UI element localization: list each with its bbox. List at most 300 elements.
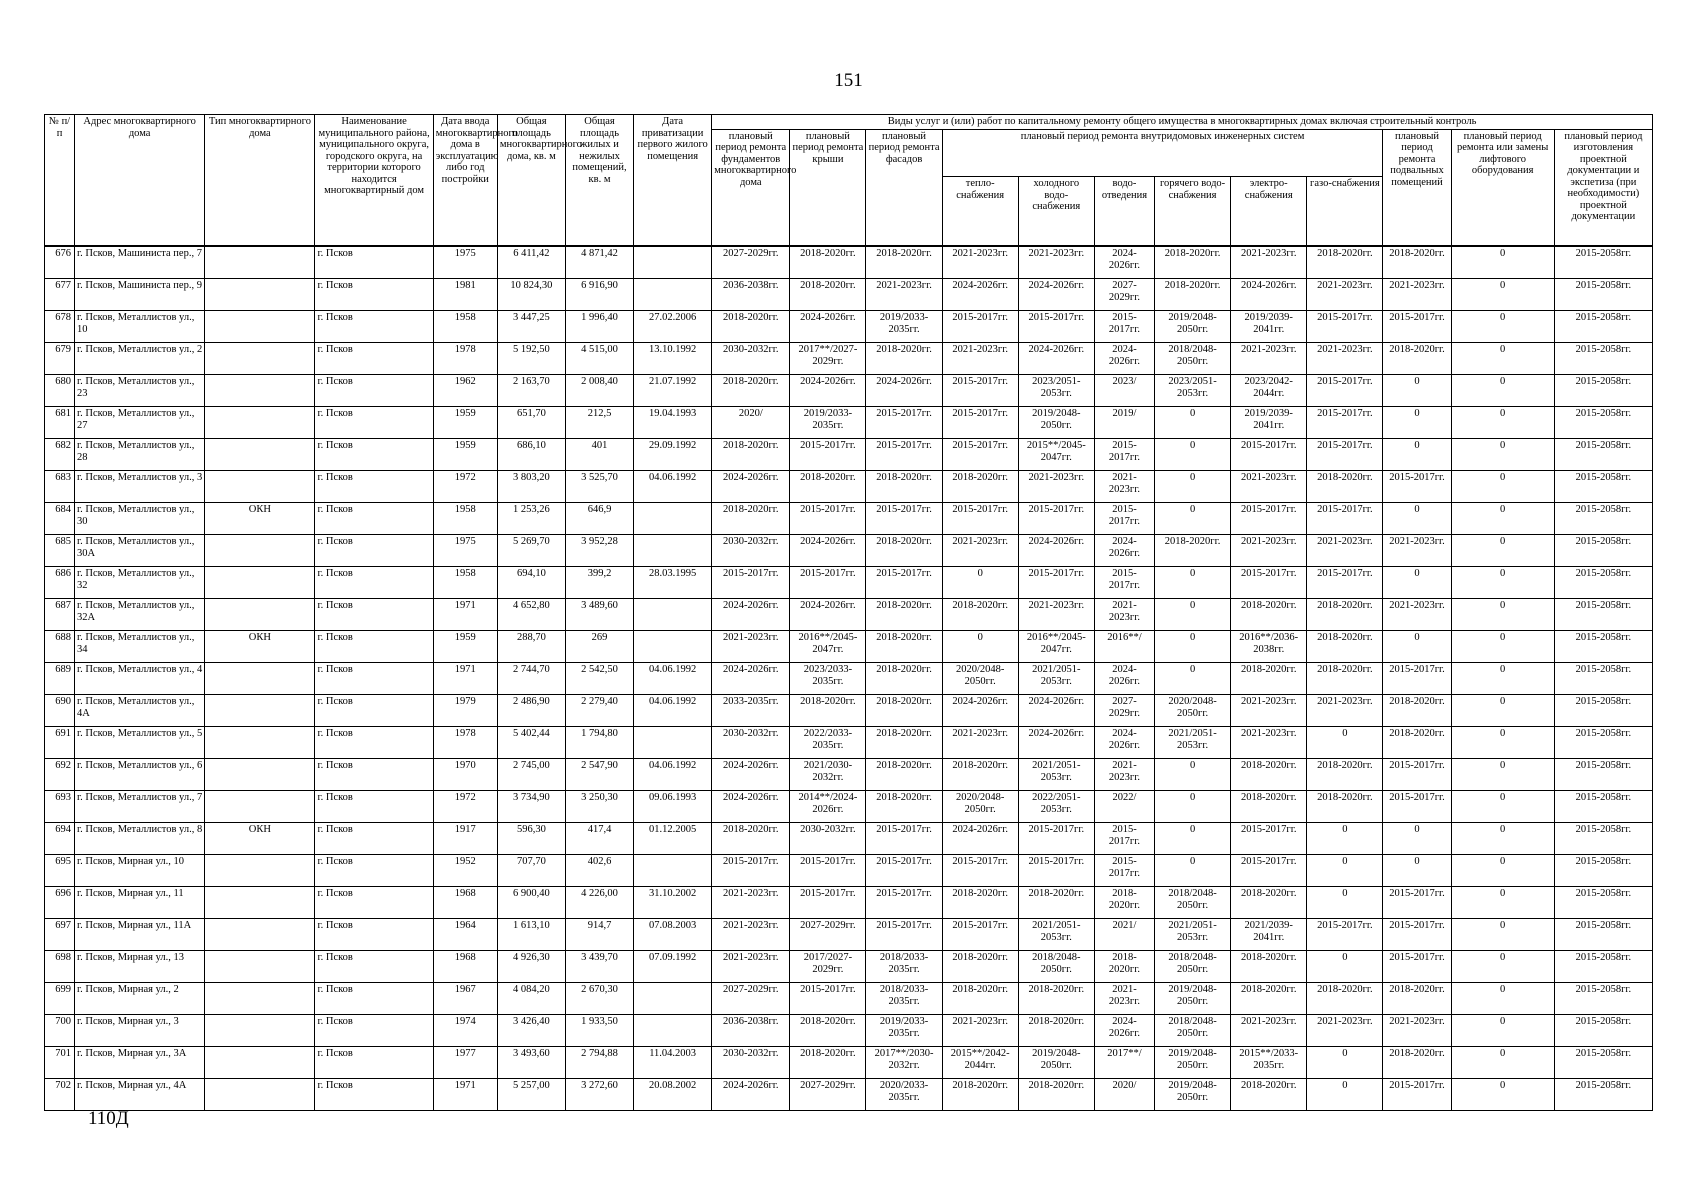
cell-living-area: 646,9 xyxy=(565,503,633,535)
cell-total-area: 4 652,80 xyxy=(497,599,565,631)
cell-living-area: 269 xyxy=(565,631,633,663)
capital-repair-table xyxy=(44,114,1653,1111)
cell-heat-supply-period: 2015-2017гг. xyxy=(942,919,1018,951)
cell-gas-period: 2021-2023гг. xyxy=(1307,343,1383,375)
cell-living-area: 417,4 xyxy=(565,823,633,855)
table-row xyxy=(45,919,1653,951)
cell-house-type xyxy=(205,663,315,695)
cell-facade-period: 2017**/2030-2032гг. xyxy=(866,1047,942,1079)
cell-roof-period: 2030-2032гг. xyxy=(790,823,866,855)
cell-total-area: 2 744,70 xyxy=(497,663,565,695)
cell-commissioning-year: 1952 xyxy=(433,855,497,887)
cell-electric-period: 2018-2020гг. xyxy=(1231,887,1307,919)
cell-heat-supply-period: 2021-2023гг. xyxy=(942,343,1018,375)
cell-sewer-period: 2021-2023гг. xyxy=(1094,759,1154,791)
cell-living-area: 3 272,60 xyxy=(565,1079,633,1111)
table-row xyxy=(45,887,1653,919)
cell-electric-period: 2021-2023гг. xyxy=(1231,343,1307,375)
cell-commissioning-year: 1972 xyxy=(433,471,497,503)
cell-living-area: 1 933,50 xyxy=(565,1015,633,1047)
header-total-area: Общая площадь многоквартирного дома, кв. м xyxy=(497,115,565,247)
cell-sewer-period: 2027-2029гг. xyxy=(1094,695,1154,727)
cell-foundation-period: 2030-2032гг. xyxy=(712,535,790,567)
cell-roof-period: 2027-2029гг. xyxy=(790,1079,866,1111)
cell-facade-period: 2015-2017гг. xyxy=(866,439,942,471)
cell-house-type xyxy=(205,279,315,311)
cell-cold-water-period: 2022/2051-2053гг. xyxy=(1018,791,1094,823)
header-living-area: Общая площадь жилых и нежилых помещений, кв. м xyxy=(565,115,633,247)
cell-living-area: 1 794,80 xyxy=(565,727,633,759)
table-row xyxy=(45,246,1653,279)
cell-commissioning-year: 1972 xyxy=(433,791,497,823)
cell-design-period: 2015-2058гг. xyxy=(1554,407,1652,439)
cell-gas-period: 0 xyxy=(1307,855,1383,887)
cell-facade-period: 2015-2017гг. xyxy=(866,919,942,951)
header-foundation: плановый период ремонта фундаментов многоквартирного дома xyxy=(712,129,790,246)
cell-address: г. Псков, Металлистов ул., 8 xyxy=(75,823,205,855)
cell-row-number: 689 xyxy=(45,663,75,695)
cell-facade-period: 2018-2020гг. xyxy=(866,343,942,375)
cell-house-type xyxy=(205,1079,315,1111)
cell-hot-water-period: 2018/2048-2050гг. xyxy=(1155,1015,1231,1047)
cell-house-type xyxy=(205,311,315,343)
cell-row-number: 691 xyxy=(45,727,75,759)
cell-privatization-date: 07.08.2003 xyxy=(634,919,712,951)
cell-total-area: 707,70 xyxy=(497,855,565,887)
cell-gas-period: 2018-2020гг. xyxy=(1307,631,1383,663)
cell-electric-period: 2015-2017гг. xyxy=(1231,855,1307,887)
cell-heat-supply-period: 2015-2017гг. xyxy=(942,439,1018,471)
cell-living-area: 6 916,90 xyxy=(565,279,633,311)
cell-foundation-period: 2024-2026гг. xyxy=(712,663,790,695)
table-row xyxy=(45,855,1653,887)
cell-basement-period: 2015-2017гг. xyxy=(1383,663,1451,695)
header-heat: тепло-снабжения xyxy=(942,177,1018,246)
cell-electric-period: 2018-2020гг. xyxy=(1231,759,1307,791)
cell-sewer-period: 2024-2026гг. xyxy=(1094,246,1154,279)
cell-gas-period: 2018-2020гг. xyxy=(1307,599,1383,631)
cell-row-number: 683 xyxy=(45,471,75,503)
cell-gas-period: 2015-2017гг. xyxy=(1307,375,1383,407)
cell-gas-period: 2015-2017гг. xyxy=(1307,311,1383,343)
cell-basement-period: 0 xyxy=(1383,567,1451,599)
cell-municipality: г. Псков xyxy=(315,791,433,823)
cell-elevator-period: 0 xyxy=(1451,439,1554,471)
cell-design-period: 2015-2058гг. xyxy=(1554,631,1652,663)
cell-gas-period: 2015-2017гг. xyxy=(1307,567,1383,599)
table-row xyxy=(45,599,1653,631)
cell-facade-period: 2018/2033-2035гг. xyxy=(866,983,942,1015)
cell-basement-period: 0 xyxy=(1383,503,1451,535)
cell-privatization-date: 31.10.2002 xyxy=(634,887,712,919)
cell-total-area: 5 257,00 xyxy=(497,1079,565,1111)
cell-row-number: 695 xyxy=(45,855,75,887)
cell-electric-period: 2018-2020гг. xyxy=(1231,983,1307,1015)
cell-commissioning-year: 1917 xyxy=(433,823,497,855)
cell-basement-period: 2015-2017гг. xyxy=(1383,791,1451,823)
cell-address: г. Псков, Металлистов ул., 30 xyxy=(75,503,205,535)
cell-facade-period: 2018-2020гг. xyxy=(866,471,942,503)
cell-design-period: 2015-2058гг. xyxy=(1554,503,1652,535)
cell-basement-period: 2021-2023гг. xyxy=(1383,599,1451,631)
cell-privatization-date xyxy=(634,279,712,311)
cell-heat-supply-period: 2015-2017гг. xyxy=(942,503,1018,535)
cell-total-area: 6 411,42 xyxy=(497,246,565,279)
cell-electric-period: 2019/2039-2041гг. xyxy=(1231,311,1307,343)
cell-hot-water-period: 2020/2048-2050гг. xyxy=(1155,695,1231,727)
cell-total-area: 5 192,50 xyxy=(497,343,565,375)
cell-address: г. Псков, Металлистов ул., 7 xyxy=(75,791,205,823)
cell-municipality: г. Псков xyxy=(315,1079,433,1111)
cell-roof-period: 2018-2020гг. xyxy=(790,695,866,727)
table-row xyxy=(45,567,1653,599)
cell-electric-period: 2021-2023гг. xyxy=(1231,246,1307,279)
cell-basement-period: 2021-2023гг. xyxy=(1383,1015,1451,1047)
cell-sewer-period: 2015-2017гг. xyxy=(1094,311,1154,343)
cell-facade-period: 2018-2020гг. xyxy=(866,535,942,567)
cell-cold-water-period: 2018-2020гг. xyxy=(1018,1079,1094,1111)
cell-cold-water-period: 2021-2023гг. xyxy=(1018,599,1094,631)
cell-commissioning-year: 1978 xyxy=(433,343,497,375)
cell-elevator-period: 0 xyxy=(1451,311,1554,343)
cell-municipality: г. Псков xyxy=(315,759,433,791)
cell-living-area: 2 547,90 xyxy=(565,759,633,791)
cell-heat-supply-period: 0 xyxy=(942,631,1018,663)
cell-facade-period: 2015-2017гг. xyxy=(866,823,942,855)
cell-roof-period: 2017/2027-2029гг. xyxy=(790,951,866,983)
cell-gas-period: 2021-2023гг. xyxy=(1307,279,1383,311)
cell-roof-period: 2024-2026гг. xyxy=(790,535,866,567)
cell-design-period: 2015-2058гг. xyxy=(1554,471,1652,503)
cell-address: г. Псков, Мирная ул., 3 xyxy=(75,1015,205,1047)
cell-gas-period: 2018-2020гг. xyxy=(1307,759,1383,791)
cell-house-type xyxy=(205,695,315,727)
cell-cold-water-period: 2019/2048-2050гг. xyxy=(1018,1047,1094,1079)
cell-living-area: 2 008,40 xyxy=(565,375,633,407)
cell-municipality: г. Псков xyxy=(315,1015,433,1047)
cell-row-number: 685 xyxy=(45,535,75,567)
cell-commissioning-year: 1974 xyxy=(433,1015,497,1047)
cell-roof-period: 2016**/2045-2047гг. xyxy=(790,631,866,663)
cell-cold-water-period: 2021-2023гг. xyxy=(1018,246,1094,279)
cell-address: г. Псков, Машиниста пер., 9 xyxy=(75,279,205,311)
cell-heat-supply-period: 0 xyxy=(942,567,1018,599)
cell-facade-period: 2021-2023гг. xyxy=(866,279,942,311)
cell-cold-water-period: 2024-2026гг. xyxy=(1018,727,1094,759)
cell-municipality: г. Псков xyxy=(315,631,433,663)
cell-address: г. Псков, Металлистов ул., 2 xyxy=(75,343,205,375)
cell-privatization-date xyxy=(634,503,712,535)
cell-hot-water-period: 0 xyxy=(1155,823,1231,855)
cell-basement-period: 0 xyxy=(1383,823,1451,855)
cell-living-area: 3 952,28 xyxy=(565,535,633,567)
cell-row-number: 677 xyxy=(45,279,75,311)
table-row xyxy=(45,471,1653,503)
cell-electric-period: 2015**/2033-2035гг. xyxy=(1231,1047,1307,1079)
cell-hot-water-period: 2018-2020гг. xyxy=(1155,246,1231,279)
cell-address: г. Псков, Мирная ул., 2 xyxy=(75,983,205,1015)
cell-cold-water-period: 2015-2017гг. xyxy=(1018,311,1094,343)
cell-foundation-period: 2021-2023гг. xyxy=(712,919,790,951)
cell-design-period: 2015-2058гг. xyxy=(1554,695,1652,727)
cell-heat-supply-period: 2018-2020гг. xyxy=(942,983,1018,1015)
cell-cold-water-period: 2024-2026гг. xyxy=(1018,279,1094,311)
cell-total-area: 3 447,25 xyxy=(497,311,565,343)
cell-electric-period: 2018-2020гг. xyxy=(1231,599,1307,631)
table-row xyxy=(45,983,1653,1015)
cell-privatization-date: 13.10.1992 xyxy=(634,343,712,375)
cell-cold-water-period: 2021/2051-2053гг. xyxy=(1018,759,1094,791)
cell-sewer-period: 2021/ xyxy=(1094,919,1154,951)
header-hot-water: горячего водо-снабжения xyxy=(1155,177,1231,246)
cell-basement-period: 2015-2017гг. xyxy=(1383,919,1451,951)
cell-row-number: 697 xyxy=(45,919,75,951)
cell-row-number: 681 xyxy=(45,407,75,439)
cell-elevator-period: 0 xyxy=(1451,375,1554,407)
cell-foundation-period: 2021-2023гг. xyxy=(712,887,790,919)
cell-living-area: 2 794,88 xyxy=(565,1047,633,1079)
cell-sewer-period: 2024-2026гг. xyxy=(1094,535,1154,567)
cell-total-area: 288,70 xyxy=(497,631,565,663)
cell-facade-period: 2018/2033-2035гг. xyxy=(866,951,942,983)
cell-municipality: г. Псков xyxy=(315,855,433,887)
cell-elevator-period: 0 xyxy=(1451,631,1554,663)
cell-heat-supply-period: 2015-2017гг. xyxy=(942,311,1018,343)
cell-privatization-date xyxy=(634,855,712,887)
cell-foundation-period: 2030-2032гг. xyxy=(712,1047,790,1079)
cell-municipality: г. Псков xyxy=(315,343,433,375)
cell-address: г. Псков, Металлистов ул., 32А xyxy=(75,599,205,631)
cell-elevator-period: 0 xyxy=(1451,983,1554,1015)
header-elevator: плановый период ремонта или замены лифтового оборудования xyxy=(1451,129,1554,246)
cell-basement-period: 2015-2017гг. xyxy=(1383,311,1451,343)
cell-basement-period: 2018-2020гг. xyxy=(1383,343,1451,375)
cell-gas-period: 2015-2017гг. xyxy=(1307,503,1383,535)
cell-roof-period: 2024-2026гг. xyxy=(790,375,866,407)
cell-basement-period: 2015-2017гг. xyxy=(1383,1079,1451,1111)
cell-sewer-period: 2015-2017гг. xyxy=(1094,503,1154,535)
cell-basement-period: 2015-2017гг. xyxy=(1383,951,1451,983)
cell-privatization-date: 01.12.2005 xyxy=(634,823,712,855)
cell-sewer-period: 2020/ xyxy=(1094,1079,1154,1111)
cell-living-area: 401 xyxy=(565,439,633,471)
cell-house-type xyxy=(205,791,315,823)
cell-municipality: г. Псков xyxy=(315,695,433,727)
cell-gas-period: 2018-2020гг. xyxy=(1307,983,1383,1015)
cell-elevator-period: 0 xyxy=(1451,1079,1554,1111)
cell-sewer-period: 2024-2026гг. xyxy=(1094,1015,1154,1047)
cell-gas-period: 0 xyxy=(1307,887,1383,919)
cell-cold-water-period: 2018-2020гг. xyxy=(1018,1015,1094,1047)
cell-living-area: 3 250,30 xyxy=(565,791,633,823)
header-address: Адрес многоквартирного дома xyxy=(75,115,205,247)
cell-row-number: 676 xyxy=(45,246,75,279)
cell-living-area: 402,6 xyxy=(565,855,633,887)
cell-hot-water-period: 2018-2020гг. xyxy=(1155,535,1231,567)
cell-roof-period: 2015-2017гг. xyxy=(790,855,866,887)
cell-hot-water-period: 2019/2048-2050гг. xyxy=(1155,1047,1231,1079)
cell-total-area: 3 734,90 xyxy=(497,791,565,823)
cell-heat-supply-period: 2015-2017гг. xyxy=(942,375,1018,407)
header-municipality: Наименование муниципального района, муниципального округа, городского округа, на территории которого находится многоквартирный дом xyxy=(315,115,433,247)
cell-municipality: г. Псков xyxy=(315,599,433,631)
cell-hot-water-period: 2019/2048-2050гг. xyxy=(1155,1079,1231,1111)
cell-design-period: 2015-2058гг. xyxy=(1554,887,1652,919)
cell-basement-period: 2018-2020гг. xyxy=(1383,695,1451,727)
cell-heat-supply-period: 2021-2023гг. xyxy=(942,246,1018,279)
cell-electric-period: 2021-2023гг. xyxy=(1231,1015,1307,1047)
cell-gas-period: 0 xyxy=(1307,727,1383,759)
cell-foundation-period: 2021-2023гг. xyxy=(712,951,790,983)
cell-commissioning-year: 1958 xyxy=(433,311,497,343)
cell-foundation-period: 2024-2026гг. xyxy=(712,471,790,503)
cell-basement-period: 2015-2017гг. xyxy=(1383,887,1451,919)
cell-electric-period: 2018-2020гг. xyxy=(1231,791,1307,823)
cell-hot-water-period: 0 xyxy=(1155,855,1231,887)
cell-facade-period: 2020/2033-2035гг. xyxy=(866,1079,942,1111)
header-commissioning: Дата ввода многоквартирного дома в эксплуатацию либо год постройки xyxy=(433,115,497,247)
cell-design-period: 2015-2058гг. xyxy=(1554,919,1652,951)
cell-basement-period: 0 xyxy=(1383,375,1451,407)
cell-elevator-period: 0 xyxy=(1451,343,1554,375)
cell-hot-water-period: 0 xyxy=(1155,759,1231,791)
cell-heat-supply-period: 2021-2023гг. xyxy=(942,727,1018,759)
cell-address: г. Псков, Мирная ул., 13 xyxy=(75,951,205,983)
cell-total-area: 2 745,00 xyxy=(497,759,565,791)
cell-address: г. Псков, Машиниста пер., 7 xyxy=(75,246,205,279)
cell-foundation-period: 2036-2038гг. xyxy=(712,279,790,311)
cell-total-area: 1 613,10 xyxy=(497,919,565,951)
cell-address: г. Псков, Металлистов ул., 27 xyxy=(75,407,205,439)
cell-living-area: 3 489,60 xyxy=(565,599,633,631)
header-basement: плановый период ремонта подвальных помещений xyxy=(1383,129,1451,246)
cell-design-period: 2015-2058гг. xyxy=(1554,823,1652,855)
cell-total-area: 2 486,90 xyxy=(497,695,565,727)
cell-roof-period: 2015-2017гг. xyxy=(790,567,866,599)
cell-sewer-period: 2021-2023гг. xyxy=(1094,599,1154,631)
cell-hot-water-period: 0 xyxy=(1155,791,1231,823)
cell-cold-water-period: 2024-2026гг. xyxy=(1018,343,1094,375)
cell-facade-period: 2018-2020гг. xyxy=(866,791,942,823)
cell-electric-period: 2024-2026гг. xyxy=(1231,279,1307,311)
cell-heat-supply-period: 2021-2023гг. xyxy=(942,1015,1018,1047)
cell-basement-period: 2018-2020гг. xyxy=(1383,727,1451,759)
cell-hot-water-period: 0 xyxy=(1155,407,1231,439)
header-design: плановый период изготовления проектной документации и экспетиза (при необходимости) проектной документации xyxy=(1554,129,1652,246)
cell-row-number: 701 xyxy=(45,1047,75,1079)
cell-address: г. Псков, Металлистов ул., 28 xyxy=(75,439,205,471)
cell-design-period: 2015-2058гг. xyxy=(1554,663,1652,695)
cell-row-number: 693 xyxy=(45,791,75,823)
cell-living-area: 2 670,30 xyxy=(565,983,633,1015)
cell-heat-supply-period: 2024-2026гг. xyxy=(942,823,1018,855)
cell-basement-period: 2015-2017гг. xyxy=(1383,471,1451,503)
cell-elevator-period: 0 xyxy=(1451,567,1554,599)
cell-address: г. Псков, Металлистов ул., 6 xyxy=(75,759,205,791)
cell-sewer-period: 2015-2017гг. xyxy=(1094,823,1154,855)
cell-roof-period: 2015-2017гг. xyxy=(790,503,866,535)
cell-electric-period: 2023/2042-2044гг. xyxy=(1231,375,1307,407)
cell-living-area: 4 226,00 xyxy=(565,887,633,919)
cell-house-type xyxy=(205,567,315,599)
cell-roof-period: 2019/2033-2035гг. xyxy=(790,407,866,439)
cell-heat-supply-period: 2018-2020гг. xyxy=(942,951,1018,983)
cell-address: г. Псков, Мирная ул., 10 xyxy=(75,855,205,887)
cell-heat-supply-period: 2024-2026гг. xyxy=(942,695,1018,727)
cell-house-type xyxy=(205,759,315,791)
cell-living-area: 399,2 xyxy=(565,567,633,599)
cell-hot-water-period: 0 xyxy=(1155,663,1231,695)
cell-foundation-period: 2018-2020гг. xyxy=(712,375,790,407)
cell-roof-period: 2027-2029гг. xyxy=(790,919,866,951)
document-code: 110Д xyxy=(88,1108,129,1129)
cell-gas-period: 2021-2023гг. xyxy=(1307,695,1383,727)
cell-basement-period: 0 xyxy=(1383,631,1451,663)
cell-privatization-date: 07.09.1992 xyxy=(634,951,712,983)
table-row xyxy=(45,1079,1653,1111)
cell-heat-supply-period: 2015-2017гг. xyxy=(942,855,1018,887)
cell-row-number: 686 xyxy=(45,567,75,599)
cell-municipality: г. Псков xyxy=(315,823,433,855)
cell-hot-water-period: 0 xyxy=(1155,503,1231,535)
table-row xyxy=(45,407,1653,439)
cell-living-area: 2 542,50 xyxy=(565,663,633,695)
page-number: 151 xyxy=(834,70,863,91)
cell-privatization-date xyxy=(634,535,712,567)
cell-facade-period: 2024-2026гг. xyxy=(866,375,942,407)
cell-facade-period: 2018-2020гг. xyxy=(866,663,942,695)
cell-privatization-date: 04.06.1992 xyxy=(634,695,712,727)
table-row xyxy=(45,631,1653,663)
table-row xyxy=(45,1047,1653,1079)
cell-total-area: 4 926,30 xyxy=(497,951,565,983)
cell-foundation-period: 2018-2020гг. xyxy=(712,439,790,471)
cell-gas-period: 2015-2017гг. xyxy=(1307,919,1383,951)
cell-design-period: 2015-2058гг. xyxy=(1554,375,1652,407)
cell-elevator-period: 0 xyxy=(1451,471,1554,503)
cell-electric-period: 2018-2020гг. xyxy=(1231,951,1307,983)
cell-hot-water-period: 2021/2051-2053гг. xyxy=(1155,727,1231,759)
cell-privatization-date: 04.06.1992 xyxy=(634,663,712,695)
cell-municipality: г. Псков xyxy=(315,279,433,311)
cell-design-period: 2015-2058гг. xyxy=(1554,535,1652,567)
cell-total-area: 10 824,30 xyxy=(497,279,565,311)
cell-total-area: 3 803,20 xyxy=(497,471,565,503)
table-row xyxy=(45,343,1653,375)
cell-basement-period: 2015-2017гг. xyxy=(1383,759,1451,791)
cell-gas-period: 0 xyxy=(1307,1079,1383,1111)
cell-municipality: г. Псков xyxy=(315,887,433,919)
cell-privatization-date: 09.06.1993 xyxy=(634,791,712,823)
cell-row-number: 687 xyxy=(45,599,75,631)
table-row xyxy=(45,279,1653,311)
cell-elevator-period: 0 xyxy=(1451,887,1554,919)
table-row xyxy=(45,951,1653,983)
cell-design-period: 2015-2058гг. xyxy=(1554,1047,1652,1079)
cell-roof-period: 2015-2017гг. xyxy=(790,887,866,919)
cell-cold-water-period: 2016**/2045-2047гг. xyxy=(1018,631,1094,663)
cell-design-period: 2015-2058гг. xyxy=(1554,855,1652,887)
cell-house-type xyxy=(205,919,315,951)
cell-sewer-period: 2027-2029гг. xyxy=(1094,279,1154,311)
cell-electric-period: 2015-2017гг. xyxy=(1231,439,1307,471)
cell-gas-period: 2018-2020гг. xyxy=(1307,791,1383,823)
cell-design-period: 2015-2058гг. xyxy=(1554,439,1652,471)
cell-commissioning-year: 1975 xyxy=(433,246,497,279)
cell-house-type: ОКН xyxy=(205,503,315,535)
cell-heat-supply-period: 2018-2020гг. xyxy=(942,471,1018,503)
cell-privatization-date xyxy=(634,1015,712,1047)
